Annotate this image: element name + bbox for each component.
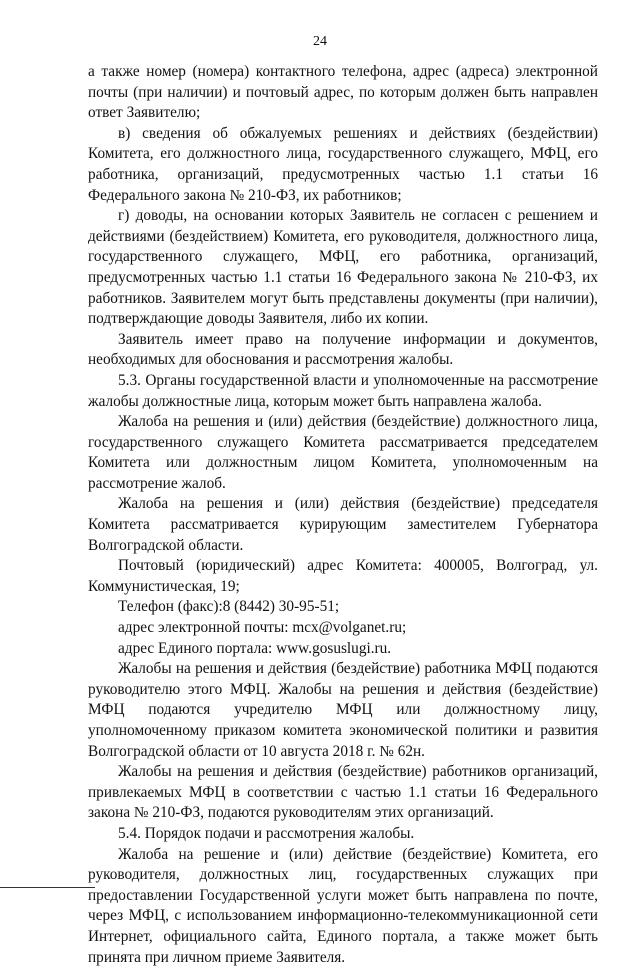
- paragraph-official-complaint: Жалоба на решения и (или) действия (бездействие) должностного лица, государственного служащего Комитета рассматривается председателем Комитета или должностным лицом Комитета, уполномоченным на рассмотрение жалоб.: [88, 413, 598, 492]
- paragraph-submission-methods: Жалоба на решение и (или) действие (бездействие) Комитета, его руководителя, должностных лиц, государственных служащих при предоставлении Государственной услуги может быть направлена по почте, через МФЦ, с использованием информационно-телекоммуникационной сети Интернет, официального сайта, Единого портала, а также может быть принята при личном приеме Заявителя.: [88, 845, 598, 966]
- paragraph-applicant-rights: Заявитель имеет право на получение информации и документов, необходимых для обоснования и рассмотрения жалобы.: [88, 330, 598, 369]
- paragraph-item-v: в) сведения об обжалуемых решениях и действиях (бездействии) Комитета, его должностного лица, государственного служащего, МФЦ, его работника, организаций, предусмотренных частью 1.1 статьи 16 Федерального закона № 210-ФЗ, их работников;: [88, 124, 598, 204]
- paragraph-portal: адрес Единого портала: www.gosuslugi.ru.: [118, 639, 392, 657]
- paragraph-section-5-3: 5.3. Органы государственной власти и уполномоченные на рассмотрение жалобы должностные лица, которым может быть направлена жалоба.: [88, 371, 598, 410]
- paragraph-phone: Телефон (факс):8 (8442) 30-95-51;: [118, 598, 340, 616]
- paragraph-mfc-complaints: Жалобы на решения и действия (бездействие) работника МФЦ подаются руководителю этого МФЦ. Жалобы на решения и действия (бездействие) МФЦ подаются учредителю МФЦ или должностному лицу, уполномоченному приказом комитета экономической политики и развития Волгоградской области от 10 августа 2018 г. № 62н.: [88, 660, 598, 760]
- paragraph-organizations-complaints: Жалобы на решения и действия (бездействие) работников организаций, привлекаемых МФЦ в соответствии с частью 1.1 статьи 16 Федерального закона № 210-ФЗ, подаются руководителям этих организаций.: [88, 763, 598, 822]
- footnote-divider: [0, 887, 95, 888]
- paragraph-section-5-4: 5.4. Порядок подачи и рассмотрения жалобы.: [118, 824, 415, 842]
- paragraph-chairman-complaint: Жалоба на решения и (или) действия (бездействие) председателя Комитета рассматривается курирующим заместителем Губернатора Волгоградской области.: [88, 495, 598, 554]
- paragraph-item-g: г) доводы, на основании которых Заявитель не согласен с решением и действиями (бездействием) Комитета, его руководителя, должностного лица, государственного служащего, МФЦ, его работника, организаций, предусмотренных частью 1.1 статьи 16 Федерального закона № 210-ФЗ, их работников. Заявителем могут быть представлены документы (при наличии), подтверждающие доводы Заявителя, либо их копии.: [88, 207, 598, 328]
- page-number: 24: [313, 34, 327, 49]
- paragraph-postal-address: Почтовый (юридический) адрес Комитета: 400005, Волгоград, ул. Коммунистическая, 19;: [88, 557, 598, 595]
- paragraph-email: адрес электронной почты: mcx@volganet.ru;: [118, 619, 407, 637]
- document-body: [88, 62, 598, 968]
- paragraph-contact-info: а также номер (номера) контактного телефона, адрес (адреса) электронной почты (при наличии) и почтовый адрес, по которым должен быть направлен ответ Заявителю;: [88, 63, 598, 122]
